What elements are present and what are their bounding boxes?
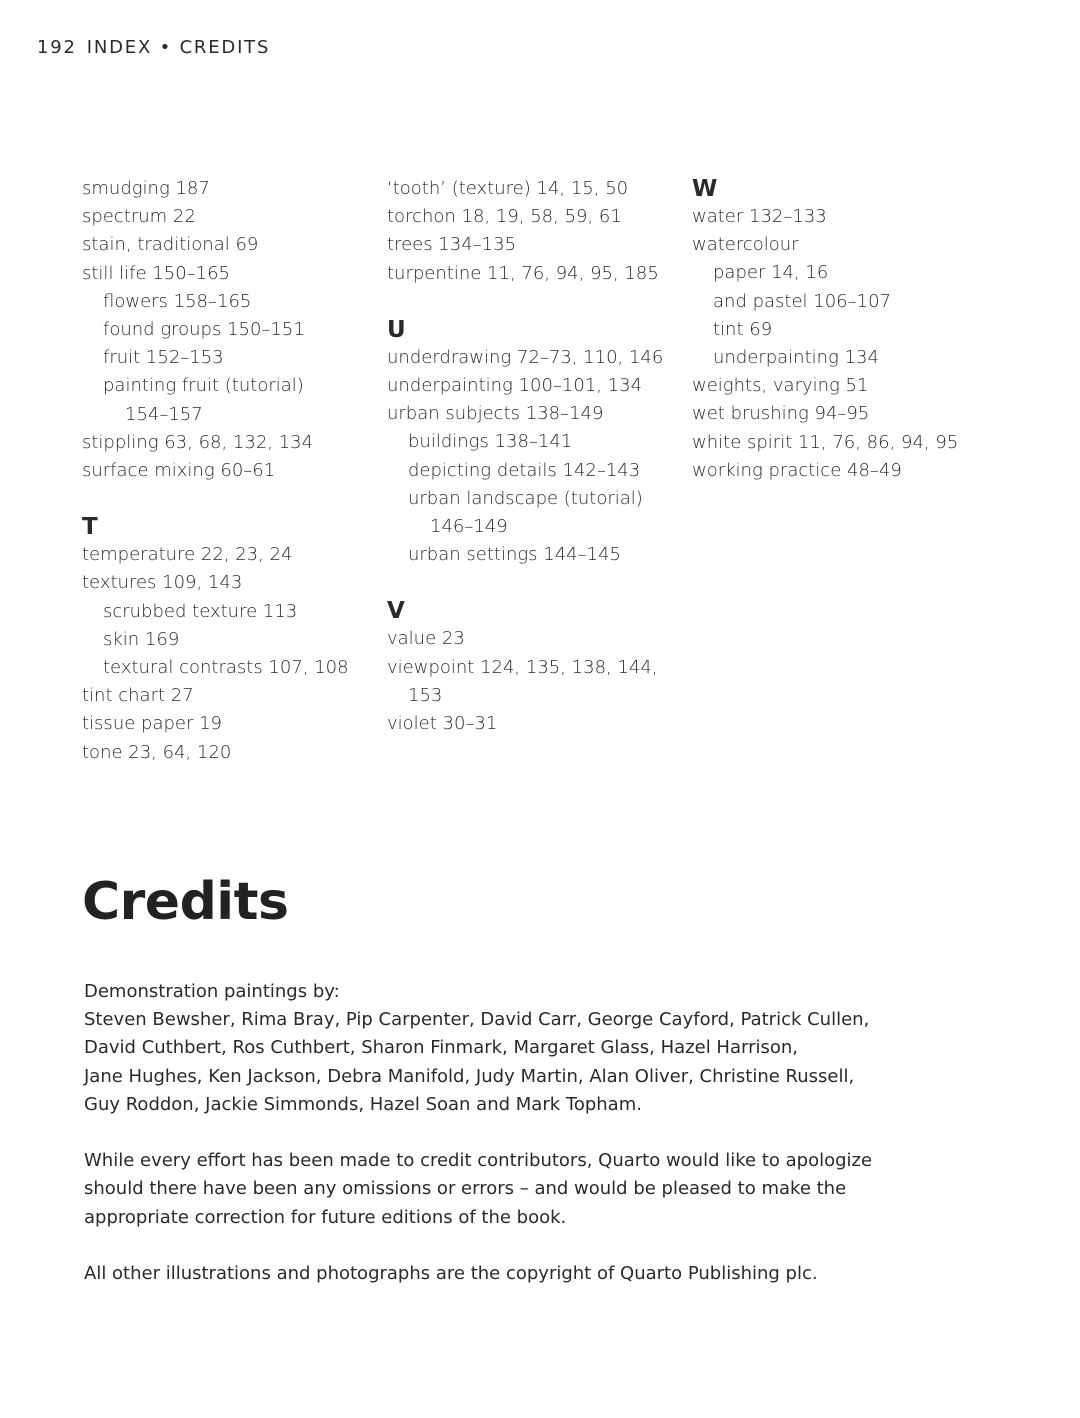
index-entry: still life 150–165 [82, 262, 231, 284]
credits-line: appropriate correction for future editions of the book. [84, 1206, 567, 1228]
index-entry: watercolour [692, 234, 799, 256]
index-entry: ‘tooth’ (texture) 14, 15, 50 [387, 178, 629, 199]
credits-line: Steven Bewsher, Rima Bray, Pip Carpenter, David Carr, George Cayford, Patrick Cullen, [84, 1009, 870, 1031]
credits-line: Jane Hughes, Ken Jackson, Debra Manifold, Judy Martin, Alan Oliver, Christine Russell, [84, 1065, 855, 1087]
page-number: 192 [37, 37, 77, 58]
index-subentry: 146–149 [430, 516, 508, 538]
credits-line: Demonstration paintings by: [84, 981, 340, 1002]
index-subentry: tint 69 [713, 318, 773, 340]
credits-line: All other illustrations and photographs are the copyright of Quarto Publishing plc. [84, 1263, 818, 1284]
credits-line: Guy Roddon, Jackie Simmonds, Hazel Soan and Mark Topham. [84, 1093, 642, 1115]
index-subentry: found groups 150–151 [103, 319, 305, 341]
credits-body [84, 978, 984, 1316]
index-subentry: textural contrasts 107, 108 [103, 657, 349, 679]
index-letter-heading: W [692, 176, 718, 202]
index-entry: trees 134–135 [387, 234, 517, 256]
credits-paragraph-disclaimer [84, 1147, 984, 1232]
credits-line: While every effort has been made to credit contributors, Quarto would like to apologize [84, 1150, 873, 1172]
credits-heading: Credits [82, 872, 289, 932]
index-entry: weights, varying 51 [692, 375, 869, 397]
index-entry: violet 30–31 [387, 713, 498, 735]
index-entry: underdrawing 72–73, 110, 146 [387, 346, 664, 368]
index-subentry: underpainting 134 [713, 347, 879, 369]
index-entry: temperature 22, 23, 24 [82, 544, 293, 566]
index-subentry: painting fruit (tutorial) [103, 375, 304, 397]
index-section-gap [387, 288, 687, 316]
index-subentry: skin 169 [103, 628, 180, 650]
index-entry: value 23 [387, 628, 465, 650]
index-subentry: buildings 138–141 [408, 431, 573, 453]
index-letter-heading: V [387, 598, 405, 625]
index-entry: working practice 48–49 [692, 459, 902, 481]
credits-paragraph-copyright [84, 1260, 984, 1288]
credits-line: should there have been any omissions or errors – and would be pleased to make the [84, 1178, 847, 1200]
index-subentry: paper 14, 16 [713, 262, 829, 284]
index-entry: smudging 187 [82, 178, 210, 199]
index-subentry: fruit 152–153 [103, 347, 224, 369]
index-entry: water 132–133 [692, 206, 827, 227]
index-entry: white spirit 11, 76, 86, 94, 95 [692, 431, 959, 453]
index-section-gap [387, 569, 687, 597]
index-entry: surface mixing 60–61 [82, 460, 276, 482]
index-entry: torchon 18, 19, 58, 59, 61 [387, 206, 622, 228]
index-subentry: urban settings 144–145 [408, 544, 621, 566]
index-entry: stain, traditional 69 [82, 234, 259, 256]
index-subentry: scrubbed texture 113 [103, 600, 298, 622]
index-entry: underpainting 100–101, 134 [387, 375, 643, 397]
running-head [37, 37, 270, 58]
running-head-title: INDEX • CREDITS [86, 37, 271, 58]
index-entry: tone 23, 64, 120 [82, 741, 232, 763]
index-entry: stippling 63, 68, 132, 134 [82, 431, 314, 453]
index-letter-heading: U [387, 316, 406, 343]
index-entry: viewpoint 124, 135, 138, 144, [387, 656, 658, 678]
credits-line: David Cuthbert, Ros Cuthbert, Sharon Finmark, Margaret Glass, Hazel Harrison, [84, 1037, 799, 1059]
index-column-1 [82, 175, 382, 767]
index-entry: spectrum 22 [82, 206, 196, 228]
index-entry: urban subjects 138–149 [387, 403, 604, 425]
index-section-gap [82, 485, 382, 513]
index-letter-heading: T [82, 514, 98, 541]
index-entry: tint chart 27 [82, 685, 194, 707]
credits-paragraph-demonstrations [84, 978, 984, 1119]
index-subentry: 154–157 [125, 403, 203, 425]
index-subentry: flowers 158–165 [103, 290, 252, 312]
index-subentry: 153 [408, 684, 443, 706]
index-entry: wet brushing 94–95 [692, 403, 870, 425]
index-entry: turpentine 11, 76, 94, 95, 185 [387, 262, 659, 284]
index-subentry: urban landscape (tutorial) [408, 487, 643, 509]
index-entry: textures 109, 143 [82, 572, 243, 594]
index-subentry: depicting details 142–143 [408, 459, 641, 481]
index-column-2 [387, 175, 687, 738]
index-entry: tissue paper 19 [82, 713, 223, 735]
index-subentry: and pastel 106–107 [713, 290, 891, 312]
index-column-3 [692, 175, 992, 485]
